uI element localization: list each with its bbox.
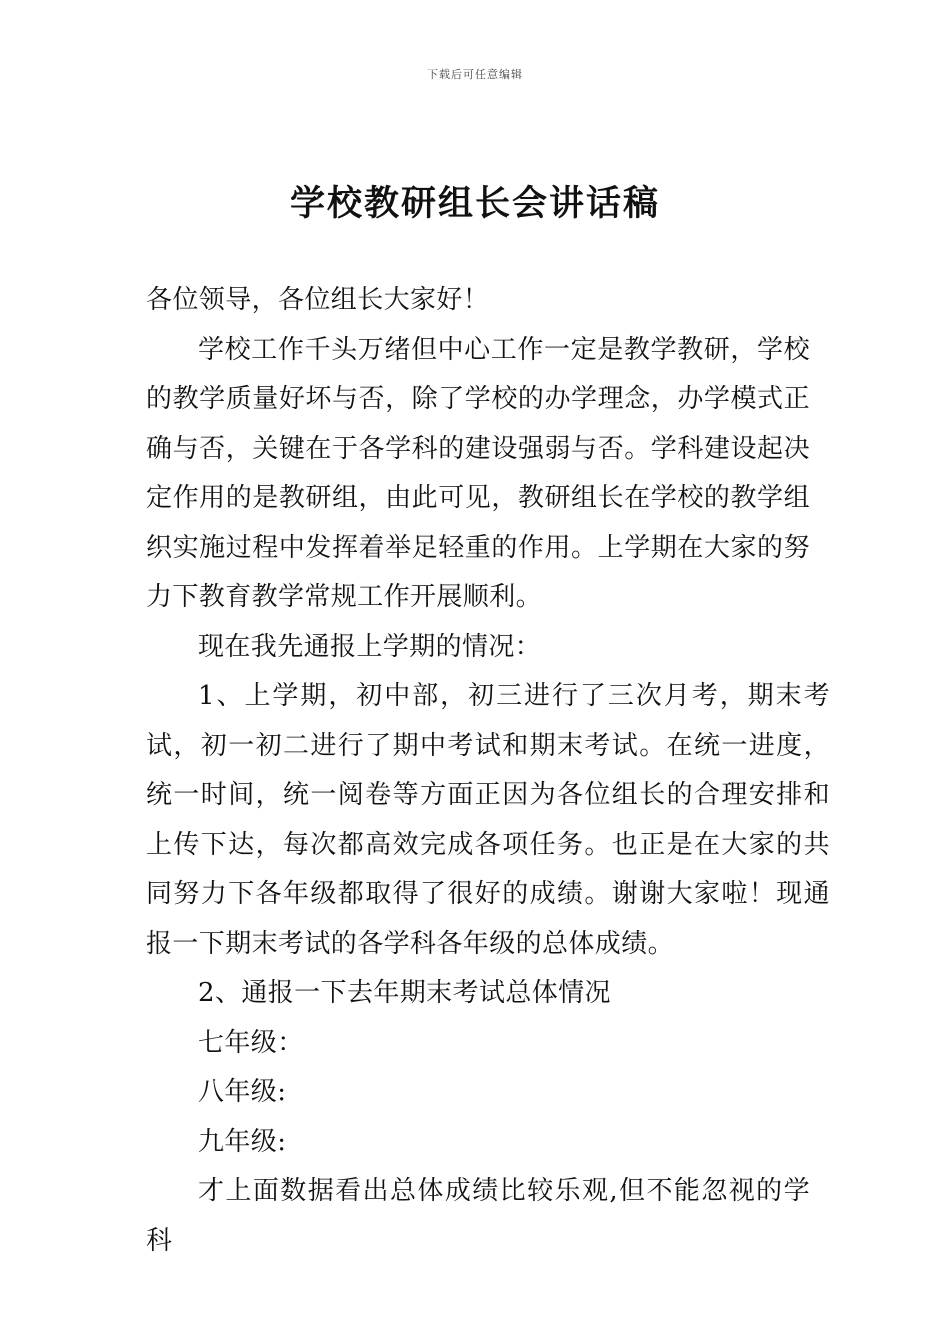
paragraph-item-2: 2、通报一下去年期末考试总体情况: [198, 978, 611, 1008]
document-title: 学校教研组长会讲话稿: [289, 183, 660, 224]
paragraph-grade-9: 九年级:: [198, 1126, 287, 1157]
greeting-paragraph: 各位领导，各位组长大家好！: [146, 285, 490, 315]
document-body: [146, 276, 830, 1266]
paragraph-summary: 才上面数据看出总体成绩比较乐观,但不能忽视的学科: [146, 1176, 810, 1256]
paragraph-grade-8: 八年级:: [198, 1077, 287, 1107]
paragraph-grade-7: 七年级：: [198, 1027, 304, 1058]
paragraph-intro: 学校工作千头万绪但中心工作一定是教学教研，学校的教学质量好坏与否，除了学校的办学理念，办学模式正确与否，关键在于各学科的建设强弱与否。学科建设起决定作用的是教研组，由此可见，教研组长在学校的教学组织实施过程中发挥着举足轻重的作用。上学期在大家的努力下教育教学常规工作开展顺利。: [146, 334, 810, 612]
paragraph-report-intro: 现在我先通报上学期的情况：: [198, 631, 542, 662]
page-header-note: 下载后可任意编辑: [427, 68, 523, 81]
paragraph-item-1: 1、上学期，初中部，初三进行了三次月考，期末考试，初一初二进行了期中考试和期末考试。在统一进度，统一时间，统一阅卷等方面正因为各位组长的合理安排和上传下达，每次都高效完成各项任务。也正是在大家的共同努力下各年级都取得了很好的成绩。谢谢大家啦！现通报一下期末考试的各学科各年级的总体成绩。: [146, 681, 830, 959]
